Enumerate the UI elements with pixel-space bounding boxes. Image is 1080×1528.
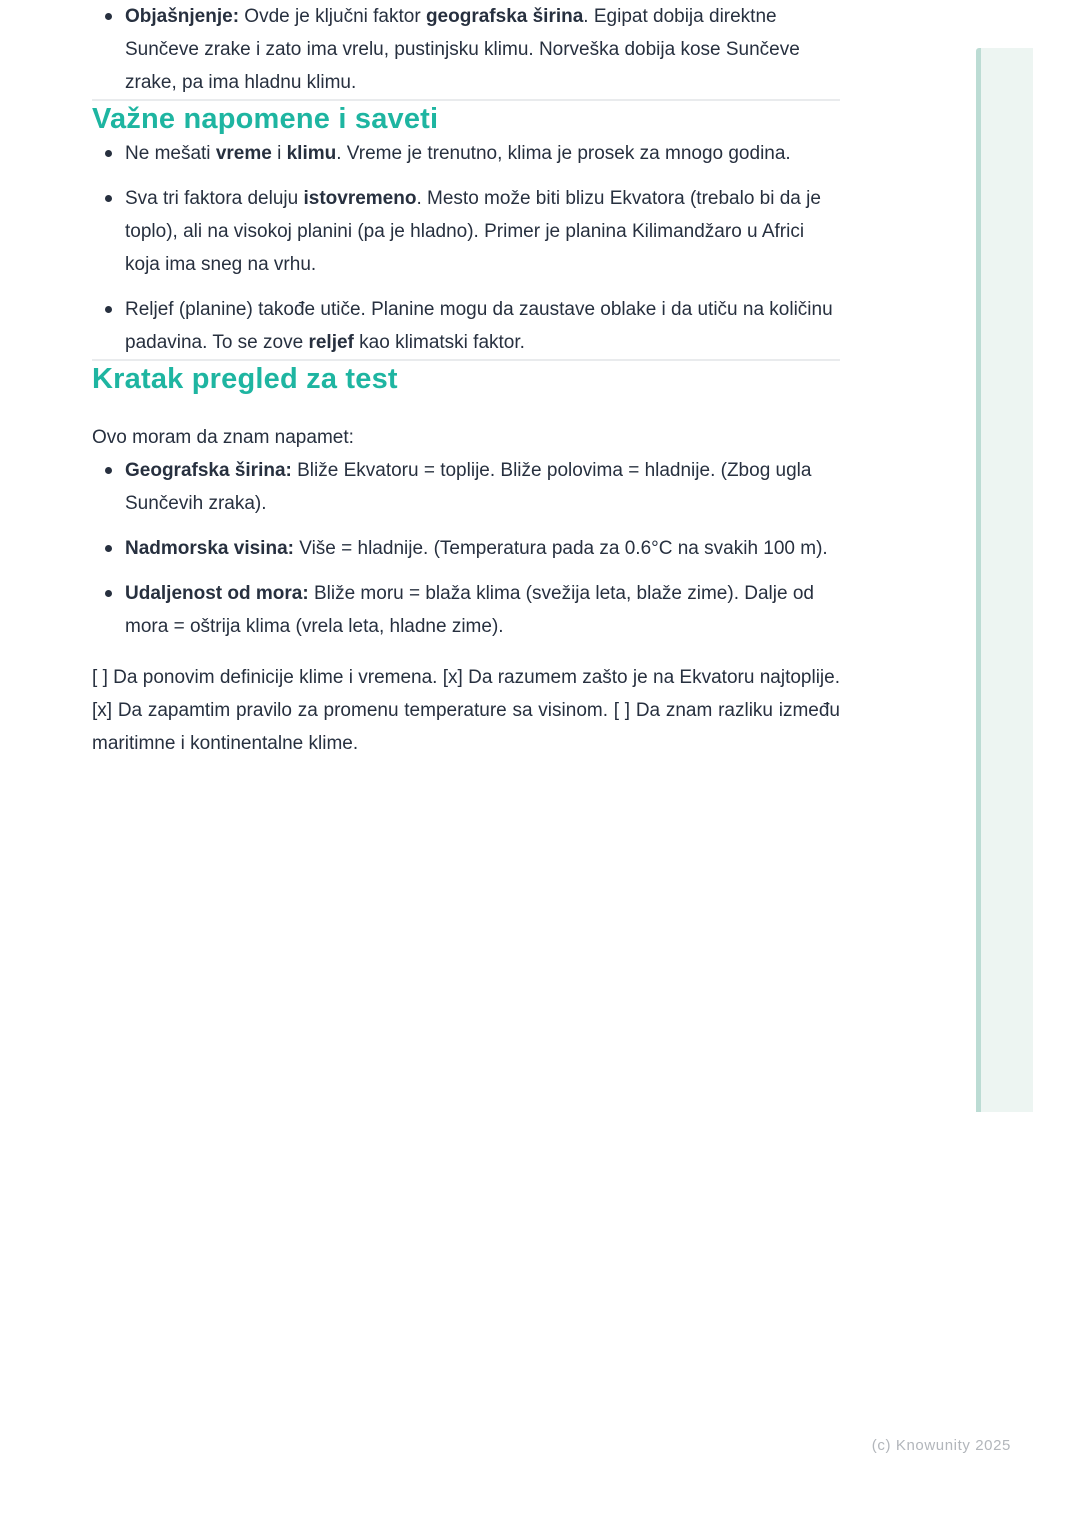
list-item-text [125, 188, 821, 275]
list-item [92, 454, 840, 520]
list-item [92, 532, 840, 565]
text-segment: geografska širina [425, 6, 584, 27]
list-item-text [125, 143, 791, 164]
text-segment: Bliže Ekvatoru = toplije. Bliže polovima = hladnije. (Zbog ugla Sunčevih zraka). [125, 460, 812, 514]
bullet-dot [105, 590, 112, 597]
section-title-kratak-pregled: Kratak pregled za test [92, 363, 398, 395]
bullet-dot [105, 306, 112, 313]
list-item-text [125, 299, 833, 353]
bullet-dot [105, 150, 112, 157]
review-bullet-list [92, 454, 840, 643]
bullet-dot [105, 13, 112, 20]
notes-bullet-list [92, 137, 840, 359]
text-segment: istovremeno [303, 188, 417, 209]
list-item-text [125, 460, 811, 514]
text-segment: vreme [215, 143, 272, 164]
list-item [92, 182, 840, 281]
list-item [92, 0, 840, 99]
bullet-dot [105, 195, 112, 202]
list-item [92, 577, 840, 643]
bullet-dot [105, 467, 112, 474]
text-segment: . Vreme je trenutno, klima je prosek za mnogo godina. [336, 143, 791, 164]
side-accent-bar [976, 48, 1033, 1112]
list-item [92, 293, 840, 359]
list-item-text [125, 538, 828, 559]
text-segment: . Mesto može biti blizu Ekvatora (trebalo bi da je toplo), ali na visokoj planini (pa je hladno). Primer je planina Kilimandžaro u Africi koja ima sneg na vrhu. [125, 188, 821, 275]
text-segment: Geografska širina: [125, 460, 292, 481]
section-title-vazne-napomene: Važne napomene i saveti [92, 103, 439, 135]
lead-paragraph: Ovo moram da znam napamet: [92, 427, 354, 448]
text-segment: Ovde je ključni faktor [239, 6, 426, 27]
checklist-paragraph: [ ] Da ponovim definicije klime i vremena. [x] Da razumem zašto je na Ekvatoru najtoplije. [x] Da zapamtim pravilo za promenu temperature sa visinom. [ ] Da znam razliku između maritimne i kontinentalne klime. [92, 667, 840, 754]
list-item [92, 137, 840, 170]
document-content [92, 0, 840, 760]
list-item-text [125, 583, 814, 637]
text-segment: Reljef (planine) takođe utiče. Planine mogu da zaustave oblake i da utiču na količinu padavina. To se zove [125, 299, 833, 353]
text-segment: kao klimatski faktor. [353, 332, 525, 353]
text-segment: Bliže moru = blaža klima (svežija leta, blaže zime). Dalje od mora = oštrija klima (vrela leta, hladne zime). [125, 583, 814, 637]
text-segment: Nadmorska visina: [125, 538, 294, 559]
text-segment: klimu [286, 143, 337, 164]
text-segment: Više = hladnije. (Temperatura pada za 0.6°C na svakih 100 m). [293, 538, 828, 559]
text-segment: Ne mešati [125, 143, 216, 164]
text-segment: reljef [308, 332, 354, 353]
list-item-text [125, 6, 800, 93]
text-segment: Objašnjenje: [125, 6, 240, 27]
text-segment: Sva tri faktora deluju [125, 188, 304, 209]
text-segment: Udaljenost od mora: [125, 583, 309, 604]
text-segment: i [271, 143, 287, 164]
bullet-dot [105, 545, 112, 552]
intro-bullet-list [92, 0, 840, 99]
copyright-footer: (c) Knowunity 2025 [871, 1437, 1011, 1454]
text-segment: . Egipat dobija direktne Sunčeve zrake i zato ima vrelu, pustinjsku klimu. Norveška dobija kose Sunčeve zrake, pa ima hladnu klimu. [125, 6, 800, 93]
